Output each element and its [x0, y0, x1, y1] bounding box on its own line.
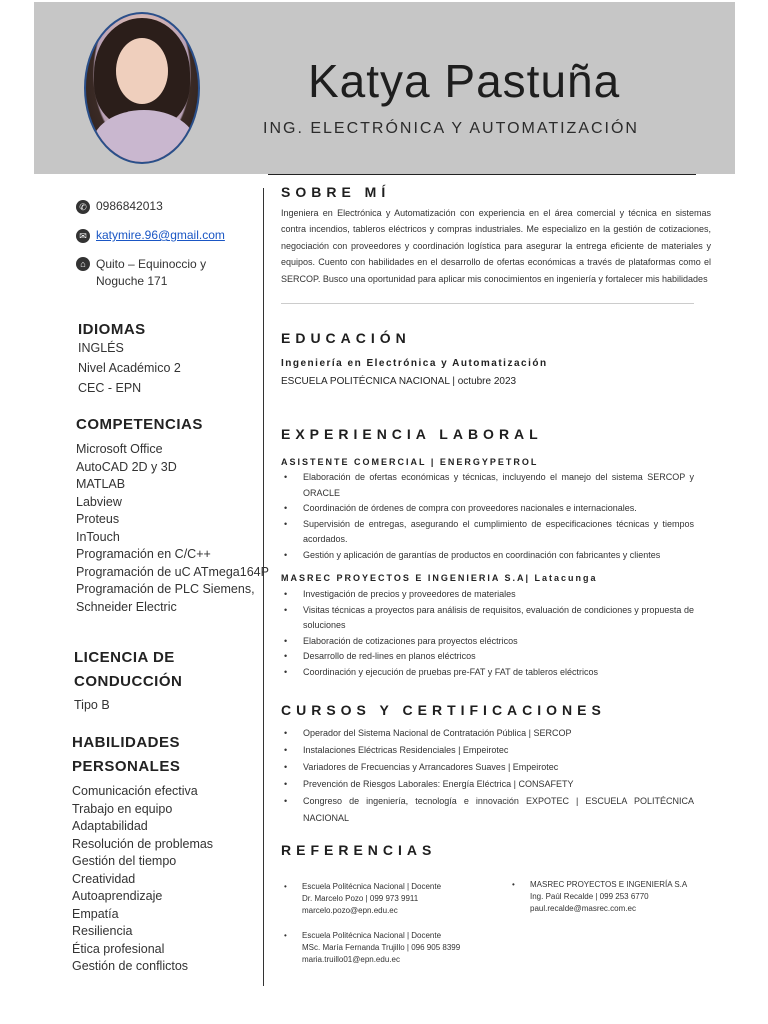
contact-address — [76, 256, 206, 290]
personal-skills-list — [72, 783, 213, 976]
phone-text: 0986842013 — [96, 199, 163, 213]
language-item: Nivel Académico 2 — [78, 361, 181, 375]
job2-item: • Desarrollo de red-lines en planos eléctricos — [284, 649, 694, 665]
skill-item: Microsoft Office — [76, 442, 163, 456]
personal-skill-item: Resolución de problemas — [72, 836, 214, 851]
reference-3-line-2: MSc. María Fernanda Trujillo | 096 905 8399 — [302, 943, 461, 953]
reference-2 — [512, 879, 687, 916]
skill-item: Programación en C/C++ — [76, 547, 211, 561]
course-item: • Congreso de ingeniería, tecnología e innovación EXPOTEC | ESCUELA POLITÉCNICA NACIONAL — [284, 793, 694, 827]
job1-item: • Gestión y aplicación de garantías de productos en coordinación con fabricantes y clientes — [284, 548, 694, 564]
course-item: • Variadores de Frecuencias y Arrancadores Suaves | Empeirotec — [284, 759, 694, 776]
job2-item: • Investigación de precios y proveedores de materiales — [284, 587, 694, 603]
personal-skill-item: Ética profesional — [72, 941, 165, 956]
candidate-name: Katya Pastuña — [308, 55, 621, 107]
skill-item: Proteus — [76, 512, 120, 526]
language-item: CEC - EPN — [78, 381, 142, 395]
about-heading: SOBRE MÍ — [281, 184, 391, 200]
languages-list — [78, 340, 181, 400]
course-item: • Instalaciones Eléctricas Residenciales | Empeirotec — [284, 742, 694, 759]
email-link[interactable]: katymire.96@gmail.com — [96, 228, 225, 242]
license-heading — [74, 646, 182, 694]
reference-2-line-3: paul.recalde@masrec.com.ec — [530, 904, 636, 914]
contact-phone — [76, 199, 163, 214]
license-value: Tipo B — [74, 698, 110, 712]
personal-heading-line-1: HABILIDADES — [72, 734, 181, 751]
about-divider — [281, 303, 694, 304]
job2-title: MASREC PROYECTOS E INGENIERIA S.A| Latacunga — [281, 573, 598, 583]
courses-heading: CURSOS Y CERTIFICACIONES — [281, 702, 606, 718]
job2-item: • Visitas técnicas a proyectos para análisis de requisitos, evaluación de condiciones y propuesta de soluciones — [284, 603, 694, 634]
reference-2-line-1: • MASREC PROYECTOS E INGENIERÍA S.A — [530, 880, 688, 889]
job1-item: • Supervisión de entregas, asegurando el cumplimiento de especificaciones técnicas y tiempos acordados. — [284, 517, 694, 548]
experience-heading: EXPERIENCIA LABORAL — [281, 426, 543, 442]
course-item: • Prevención de Riesgos Laborales: Energía Eléctrica | CONSAFETY — [284, 776, 694, 793]
reference-1 — [284, 881, 441, 918]
about-text: Ingeniera en Electrónica y Automatización con experiencia en el área comercial y técnica en sistemas contra incendios, tableros eléctricos y compras industriales. Me especializo en la gestión de cotizaciones, negociación con proveedores y coordinación logística para asegurar la entrega eficiente de materiales y equipos. Cuento con habilidades en el desarrollo de ofertas económicas a través de plataformas como el SERCOP. Busco una oportunidad para aplicar mis conocimientos en ingeniería y fortalecer mis habilidades — [281, 208, 711, 284]
skill-item: InTouch — [76, 529, 120, 544]
education-heading: EDUCACIÓN — [281, 330, 411, 346]
license-heading-line-1: LICENCIA DE — [74, 649, 175, 666]
references-heading: REFERENCIAS — [281, 842, 437, 858]
job1-list — [284, 470, 694, 564]
profile-photo — [84, 12, 200, 164]
personal-skill-item: Autoaprendizaje — [72, 889, 163, 903]
personal-skill-item: Comunicación efectiva — [72, 784, 198, 798]
job1-item: • Elaboración de ofertas económicas y técnicas, incluyendo el manejo del sistema SERCOP y ORACLE — [284, 470, 694, 501]
job2-list — [284, 587, 694, 681]
personal-skills-heading — [72, 731, 180, 779]
personal-heading-line-2: PERSONALES — [72, 758, 181, 775]
personal-skill-item: Adaptabilidad — [72, 819, 148, 833]
reference-3 — [284, 930, 460, 967]
personal-skill-item: Gestión del tiempo — [72, 854, 177, 868]
phone-icon: ✆ — [76, 200, 90, 214]
skill-item: Schneider Electric — [76, 599, 177, 614]
personal-skill-item: Creatividad — [72, 871, 136, 886]
job1-item: • Coordinación de órdenes de compra con proveedores nacionales e internacionales. — [284, 501, 694, 517]
personal-skill-item: Gestión de conflictos — [72, 959, 189, 973]
personal-skill-item: Empatía — [72, 906, 119, 921]
home-icon: ⌂ — [76, 257, 90, 271]
job1-title: ASISTENTE COMERCIAL | ENERGYPETROL — [281, 457, 539, 467]
languages-heading: IDIOMAS — [78, 321, 146, 338]
courses-list — [284, 725, 694, 827]
header-banner — [34, 2, 735, 174]
contact-email — [76, 228, 225, 243]
personal-skill-item: Trabajo en equipo — [72, 801, 173, 816]
photo-face — [116, 38, 168, 104]
personal-skill-item: Resiliencia — [72, 924, 133, 938]
job2-item: • Elaboración de cotizaciones para proyectos eléctricos — [284, 634, 694, 650]
skill-item: Labview — [76, 494, 122, 509]
job2-item: • Coordinación y ejecución de pruebas pre-FAT y FAT de tableros eléctricos — [284, 665, 694, 681]
skill-item: AutoCAD 2D y 3D — [76, 459, 177, 474]
skills-heading: COMPETENCIAS — [76, 416, 203, 433]
course-item: • Operador del Sistema Nacional de Contratación Pública | SERCOP — [284, 725, 694, 742]
address-line-2: Noguche 171 — [96, 274, 168, 288]
education-school: ESCUELA POLITÉCNICA NACIONAL | octubre 2023 — [281, 376, 517, 387]
language-item: INGLÉS — [78, 341, 124, 355]
candidate-title: ING. ELECTRÓNICA Y AUTOMATIZACIÓN — [263, 120, 639, 137]
header-rule — [268, 174, 696, 175]
skill-item: MATLAB — [76, 477, 126, 491]
reference-1-line-3: marcelo.pozo@epn.edu.ec — [302, 906, 398, 916]
address-line-1: Quito – Equinoccio y — [96, 257, 207, 271]
reference-1-line-1: • Escuela Politécnica Nacional | Docente — [302, 882, 442, 891]
skill-item: Programación de uC ATmega164P — [76, 564, 269, 579]
reference-2-line-2: Ing. Paúl Recalde | 099 253 6770 — [530, 892, 649, 902]
license-heading-line-2: CONDUCCIÓN — [74, 673, 183, 690]
reference-3-line-3: maria.truillo01@epn.edu.ec — [302, 955, 400, 965]
reference-1-line-2: Dr. Marcelo Pozo | 099 973 9911 — [302, 894, 419, 904]
mail-icon: ✉ — [76, 229, 90, 243]
skill-item: Programación de PLC Siemens, — [76, 582, 255, 596]
education-degree: Ingeniería en Electrónica y Automatización — [281, 358, 548, 369]
skills-list — [76, 441, 269, 616]
reference-3-line-1: • Escuela Politécnica Nacional | Docente — [302, 931, 442, 940]
